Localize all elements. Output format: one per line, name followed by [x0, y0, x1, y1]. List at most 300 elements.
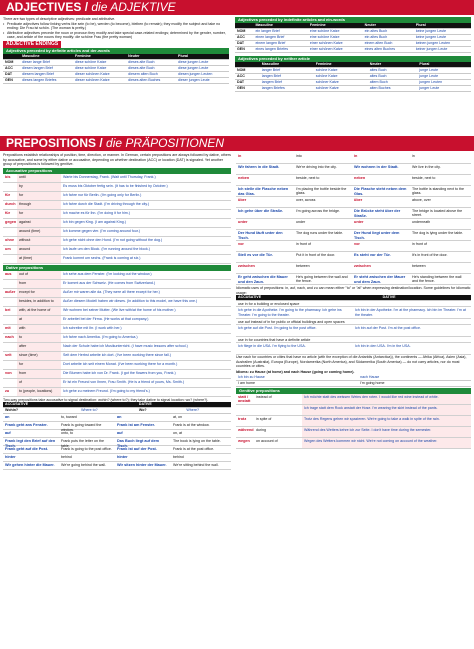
twoway-cell: beside, next to [296, 176, 320, 180]
cell: junge Leute [417, 74, 471, 80]
cell: diese schöne Katze [73, 65, 126, 71]
twoway-cell: at, on [173, 415, 182, 420]
preposition-meaning: from [17, 280, 61, 288]
adjective-endings-label: ADJECTIVE ENDINGS [3, 41, 61, 48]
col-header: DATIVE [137, 402, 185, 408]
preposition-word: bei [5, 307, 11, 312]
twoway-row [236, 263, 471, 274]
twoway-cell: über [354, 198, 363, 202]
preposition-meaning: except for [17, 289, 61, 297]
prepositions-title-bar: PREPOSITIONS / die PRÄPOSITIONEN [0, 136, 474, 151]
twoway-cell: hinter [117, 455, 128, 460]
preposition-word: bis [5, 174, 11, 179]
adjectives-intro: There are two types of descriptive adjectives: predicate and attributive. [3, 17, 116, 21]
cell: schöne Katze [314, 74, 368, 80]
twoway-cell: beside, next to [412, 176, 436, 180]
preposition-meaning: through [17, 201, 61, 209]
case-label: NOM [235, 68, 260, 74]
cell: ein altes Buch [363, 35, 414, 41]
twoway-cell: The bottle is standing next to the glass. [412, 187, 464, 196]
prepositions-left-column [3, 153, 231, 470]
def-header: Adjectives preceded by definite articles and der-words [3, 48, 229, 54]
twoway-cell: Der Hund läuft unter den Tisch. [238, 231, 283, 240]
genitive-word: trotz [238, 416, 247, 421]
preposition-word: von [5, 370, 12, 375]
twoway-table [3, 402, 231, 414]
idiom-cell: Ich bin auf der Post. I'm at the post office. [355, 326, 421, 331]
genitive-row [236, 405, 471, 416]
idiom-cell: use in for countries that have a definite article [238, 338, 311, 343]
preposition-meaning: of [17, 379, 61, 387]
twoway-cell: zwischen [238, 264, 255, 268]
cell: einem langen Brief [253, 41, 307, 47]
twoway-cell: The dog runs under the table. [296, 231, 344, 235]
twoway-cell: on, at [173, 431, 182, 436]
preposition-row [3, 325, 231, 334]
genitive-word [236, 405, 254, 415]
preposition-meaning: by [17, 183, 61, 191]
cell: altem Buch [368, 80, 418, 86]
adjectives-title: ADJECTIVES [6, 0, 82, 14]
twoway-cell: underneath [412, 220, 431, 224]
preposition-row [3, 298, 231, 307]
twoway-cell: The dog is lying under the table. [412, 231, 464, 235]
prepositions-title: PREPOSITIONS [6, 136, 97, 150]
cell: I am home [236, 380, 358, 386]
preposition-example: Ich mache es für ihn. (I'm doing it for him.) [63, 210, 130, 215]
home-table [236, 375, 471, 387]
twoway-cell: I'm placing the bottle beside the glass. [296, 187, 347, 196]
col-header: Plural [176, 54, 229, 60]
cell: dieses alte Buch [126, 65, 176, 71]
twoway-cell: unter [238, 220, 248, 224]
cell: I'm going home [358, 380, 471, 386]
preposition-meaning: from [17, 370, 61, 378]
preposition-meaning: around [17, 246, 61, 254]
cell: altes Buch [368, 74, 418, 80]
genitive-meaning [254, 405, 302, 415]
preposition-example: Er ist ein Freund von Ihnen, Frau Smith. (He is a friend of yours, Ms. Smith.) [63, 379, 185, 384]
preposition-meaning: to [17, 334, 61, 342]
none-header: Adjectives preceded by neither article [235, 56, 471, 62]
preposition-example: Außer mir waren alle da. (They were all there except for her.) [63, 289, 160, 294]
preposition-meaning: for [17, 361, 61, 369]
twoway-cell: He's going between the wall and the fence. [296, 275, 348, 284]
twoway-cell: under [296, 220, 306, 224]
col-header: Masculine [20, 54, 73, 60]
preposition-word [3, 255, 17, 263]
adjective-bullet: • Predicate adjectives follow linking verbs like sein (to be), werden (to become), bleiben (to remain); they modify the subject and take no ending: Die Frau ist schön. (The woman is pretty.) [3, 22, 229, 31]
col-header: Neuter [368, 62, 418, 68]
twoway-cell: We're sitting behind the wall. [173, 463, 219, 468]
case-label: GEN [3, 77, 20, 83]
col-header: Masculine [253, 23, 307, 29]
cell: Where? [184, 408, 231, 414]
preposition-row [3, 192, 231, 201]
cell: keine jungen Leute [414, 35, 471, 41]
preposition-row [3, 388, 231, 397]
cell: diesem langen Brief [20, 71, 73, 77]
twoway-cell: an [5, 415, 10, 420]
cell: diesen jungen Leuten [176, 71, 229, 77]
preposition-example: Ich sehe aus dem Fenster. (I'm looking out the window.) [63, 271, 152, 276]
twoway-cell: an [117, 415, 122, 420]
preposition-row [3, 210, 231, 219]
genitive-row [236, 427, 471, 438]
twoway-cell: neben [354, 176, 366, 180]
twoway-cell: to, toward [61, 415, 77, 420]
adjective-bullet: • Attributive adjectives precede the noun or pronoun they modify and take special case-related endings; determined by the gender, number, case, and article of the nouns they modify: die schöne Frau (the pretty woman) [3, 31, 229, 40]
twoway-list [3, 414, 231, 470]
preposition-example: Außer diesem Modell haben wir dieses. (In addition to this model, we have this one.) [63, 298, 198, 303]
idiom-row [236, 307, 471, 319]
idiom-cell: use in for a building or enclosed space [238, 302, 300, 307]
preposition-word: ohne [5, 237, 15, 242]
twoway-row [236, 219, 471, 230]
twoway-cell: Wir wohnen in der Stadt. [354, 165, 399, 169]
twoway-cell: into [296, 154, 302, 158]
twoway-cell: in [412, 154, 415, 158]
twoway-cell: The bridge is located above the street. [412, 209, 463, 218]
cell: nach Hause [358, 375, 471, 381]
cell: dieses langen Briefes [20, 77, 73, 83]
twoway-cell: It's in front of the door. [412, 253, 448, 257]
indef-table [235, 23, 471, 53]
idiom-list [236, 301, 471, 355]
cell: dieser schönen Katze [73, 77, 126, 83]
cell: ein langer Brief [253, 29, 307, 35]
twoway-cell: Die Brücke steht über der Straße. [354, 209, 401, 218]
twoway-cell: onto, to [61, 431, 73, 436]
preposition-word: um [5, 246, 11, 251]
col-header: Masculine [260, 62, 314, 68]
preposition-example: Wir wohnen bei seiner Mutter. (We live with/at the home of his mother.) [63, 307, 176, 312]
preposition-example: Ich fahre nach Amerika. (I'm going to America.) [63, 334, 138, 339]
preposition-row [3, 307, 231, 316]
prepositions-intro: Prepositions establish relationships of position, time, direction, or manner. In German, certain prepositions are always followed by dative, others by accusative, and some by either dative or accusative, depending on whether destination (ACC) or location (DAT) is signaled. Yet another group of prepositions is followed by genitive. [3, 153, 231, 167]
preposition-meaning: for [17, 210, 61, 218]
cell: keine jungen Leute [414, 29, 471, 35]
preposition-example: Ich laufe um den Block. (I'm running around the block.) [63, 246, 150, 251]
twoway-cell: in [354, 154, 358, 158]
preposition-meaning: out of [17, 271, 61, 279]
preposition-row [3, 316, 231, 325]
case-label: ACC [235, 74, 260, 80]
twoway-cell: Ich gehe über die Straße. [238, 209, 284, 213]
cell: dieses alte Buch [126, 59, 176, 65]
cell: langen Brief [260, 74, 314, 80]
preposition-word [3, 298, 17, 306]
col-header: ACCUSATIVE [3, 402, 79, 408]
preposition-word: seit [5, 352, 12, 357]
preposition-meaning: besides, in addition to [17, 298, 61, 306]
cell: schöner Katze [314, 86, 368, 92]
twoway-cell: Frank legt den Brief auf den Tisch. [5, 439, 56, 449]
twoway-text: Two-way prepositions take accusative to signal destination: wohin? (where to?); they take dative to signal location: wo? (where?). [3, 397, 209, 402]
twoway-cell: über [238, 198, 247, 202]
case-label: ACC [235, 35, 253, 41]
genitive-list [236, 394, 471, 449]
adjectives-bullets [3, 22, 229, 40]
twoway-cell: vor [354, 242, 360, 246]
cell: eines alten Buches [363, 47, 414, 53]
twoway-row [236, 164, 471, 175]
cell: einen langen Brief [253, 35, 307, 41]
col-header: Feminine [308, 23, 363, 29]
twoway-cell: Er steht zwischen der Mauer und dem Zaun. [354, 275, 406, 284]
preposition-row [3, 289, 231, 298]
preposition-example: Dort arbeite ich seit einem Monat. (I've been working there for a month.) [63, 361, 178, 366]
case-label: DAT [235, 80, 260, 86]
col-header: Plural [417, 62, 471, 68]
table-row [3, 77, 229, 83]
genitive-example: Trotz des Regens gehen wir spazieren. We're going to take a walk in spite of the rain. [302, 416, 471, 426]
twoway-cell: Frank geht ans Fenster. [5, 423, 48, 428]
preposition-meaning: at [17, 316, 61, 324]
preposition-row [3, 228, 231, 237]
cell: langer Brief [260, 68, 314, 74]
twoway-row [236, 252, 471, 263]
preposition-word [3, 343, 17, 351]
twoway-cell: Die Flasche steht neben dem Glas. [354, 187, 407, 196]
preposition-word: gegen [5, 219, 17, 224]
cell: diese jungen Leute [176, 65, 229, 71]
cell: altes Buch [368, 68, 418, 74]
cell: ein altes Buch [363, 29, 414, 35]
genitive-example: Wegen des Wetters kommen wir nicht. We're not coming on account of the weather. [302, 438, 471, 448]
twoway-row [236, 197, 471, 208]
preposition-example: Ich fahre nur für Berlin. (I'm going only for Berlin.) [63, 192, 142, 197]
twoway-row [3, 422, 231, 430]
cell: dieser jungen Leute [176, 77, 229, 83]
twoway-row [236, 186, 471, 197]
adjectives-title-de: die ADJEKTIVE [91, 0, 176, 14]
twoway-right-list [236, 153, 471, 285]
prepositions-section [0, 136, 474, 151]
col-header: Feminine [73, 54, 126, 60]
adjectives-tables-column [235, 17, 471, 92]
preposition-example: Er arbeitet bei der Firma. (He works at that company.) [63, 316, 149, 321]
preposition-row [3, 271, 231, 280]
twoway-cell: I'm going across the bridge. [296, 209, 341, 213]
cell: einer schönen Katze [308, 41, 363, 47]
twoway-cell: Wir gehen hinter die Mauer. [5, 463, 55, 468]
twoway-cell: We live in the city. [412, 165, 441, 169]
cell: eines langen Briefes [253, 47, 307, 53]
case-label: GEN [235, 86, 260, 92]
col-header: ACCUSATIVE [236, 295, 381, 301]
preposition-meaning: without [17, 237, 61, 245]
prepositions-right-column [236, 153, 471, 449]
twoway-cell: vor [238, 242, 244, 246]
cell: diesen langen Brief [20, 65, 73, 71]
preposition-example: Nach der Schule habe ich Musikunterricht. (I have music lessons after school.) [63, 343, 188, 348]
preposition-example: Ich fahre durch die Stadt. (I'm driving through the city.) [63, 201, 150, 206]
cell: junge Leute [417, 68, 471, 74]
twoway-row [3, 454, 231, 462]
twoway-cell: in [238, 154, 242, 158]
preposition-word: außer [5, 289, 16, 294]
twoway-row [3, 438, 231, 449]
preposition-example: Ich schreibe mit Ihr. (I work with her.) [63, 325, 122, 330]
preposition-meaning: against [17, 219, 61, 227]
col-header: Neuter [126, 54, 176, 60]
genitive-example: Ich möchte statt des weissen Weins den roten. I would like red wine instead of white. [302, 394, 471, 404]
twoway-cell: zwischen [354, 264, 371, 268]
genitive-meaning: in spite of [256, 416, 272, 421]
preposition-example: Es muss bis Oktober fertig sein. (It has to be finished by October.) [63, 183, 168, 188]
twoway-row [236, 274, 471, 285]
preposition-word [3, 379, 17, 387]
twoway-row [3, 462, 231, 470]
preposition-meaning: for [17, 192, 61, 200]
genitive-meaning: on account of [256, 438, 278, 443]
preposition-row [3, 379, 231, 388]
adjectives-section [0, 0, 474, 15]
twoway-cell: behind [173, 455, 184, 460]
cell: eine schöne Katze [308, 35, 363, 41]
preposition-example: Warte bis Donnerstag, Frank. (Wait until Thursday, Frank.) [63, 174, 156, 179]
preposition-row [3, 280, 231, 289]
twoway-cell: Es steht vor der Tür. [354, 253, 391, 257]
preposition-row [3, 334, 231, 343]
genitive-row [236, 416, 471, 427]
preposition-word [3, 228, 17, 236]
twoway-row [236, 208, 471, 219]
twoway-cell: He's standing between the wall and the fence. [412, 275, 462, 284]
twoway-cell: hinter [5, 455, 16, 460]
preposition-row [3, 219, 231, 228]
twoway-cell: We're going behind the wall. [61, 463, 106, 468]
preposition-word: durch [5, 201, 16, 206]
accusative-list [3, 174, 231, 264]
twoway-cell: Frank ist am Fenster. [117, 423, 155, 428]
twoway-row [3, 446, 231, 454]
case-label: DAT [3, 71, 20, 77]
prepositions-title-de: die PRÄPOSITIONEN [106, 136, 225, 150]
preposition-example: Er kommt aus der Schweiz. (He comes from Switzerland.) [63, 280, 156, 285]
preposition-row [3, 343, 231, 352]
genitive-meaning: instead of [256, 394, 272, 399]
preposition-meaning: at (time) [17, 255, 61, 263]
preposition-meaning: after [17, 343, 61, 351]
cell: jungen Leuten [417, 80, 471, 86]
twoway-cell: behind [61, 455, 72, 460]
preposition-meaning: to (people, locations) [17, 388, 61, 396]
col-header: Neuter [363, 23, 414, 29]
cell: diese schöne Katze [73, 59, 126, 65]
cell: alten Buches [368, 86, 418, 92]
twoway-cell: Frank geht auf die Post. [5, 447, 49, 452]
twoway-cell: Frank puts the letter on the table. [61, 439, 104, 448]
idiomatic-text: Idiomatic uses of prepositions: in, auf, nach, and zu can mean either "to" or "at" when expressing destination/location. Some guidelines for idiomatic usage: [236, 286, 471, 295]
indef-header: Adjectives preceded by indefinite articles and ein-words [235, 17, 471, 23]
twoway-cell: in front of [296, 242, 311, 246]
cell: schöne Katze [314, 68, 368, 74]
preposition-word: für [5, 192, 11, 197]
preposition-row [3, 237, 231, 246]
idiom-row [236, 325, 471, 337]
preposition-example: Seit dem Herbst arbeite ich dort. (I've been working there since fall.) [63, 352, 171, 357]
twoway-cell: between [412, 264, 426, 268]
preposition-row [3, 361, 231, 370]
adjectives-intro-column [3, 17, 229, 84]
preposition-meaning: around (time) [17, 228, 61, 236]
preposition-row [3, 183, 231, 192]
twoway-row [236, 230, 471, 241]
twoway-cell: Das Buch liegt auf dem Tisch. [117, 439, 159, 449]
col-header: Feminine [314, 62, 368, 68]
genitive-example: Während des Wetters kehre ich zur Seite. I don't have time during the semester. [302, 427, 471, 437]
preposition-example: Ich gehe zu meinem Freund. (I'm going to my friend's.) [63, 388, 150, 393]
preposition-row [3, 255, 231, 264]
twoway-cell: Frank ist auf der Post. [117, 447, 157, 452]
idiom-cell: Ich bin in der Apotheke. I'm at the pharmacy. Ich bin im Theater. I'm at the theater. [355, 308, 466, 317]
twoway-row [236, 175, 471, 186]
cell: Where to? [79, 408, 137, 414]
preposition-meaning: until [17, 174, 61, 182]
twoway-cell: in front of [412, 242, 427, 246]
cell: keinen jungen Leuten [414, 41, 471, 47]
twoway-cell: Wir sitzen hinter der Mauer. [117, 463, 167, 468]
idiom-note: Use nach for countries or cities that have no article (with the exception of die Antarktis (Antarctica)), the continents — Afrika (Africa), Asien (Asia), Australien (Australia), Europa (Europe), Nordamerika (North America), and Südamerika (South America) — do not carry articles, nor do most countries or cities. [236, 355, 467, 369]
idiom-cell: use auf instead of in for public or official buildings and open spaces [238, 320, 345, 325]
twoway-cell: Der Hund liegt unter dem Tisch. [354, 231, 400, 240]
twoway-cell: Frank is at the window. [173, 423, 210, 428]
genitive-meaning: during [256, 427, 266, 432]
case-label: GEN [235, 47, 253, 53]
twoway-row [3, 430, 231, 438]
twoway-row [3, 414, 231, 422]
twoway-cell: Stell es vor die Tür. [238, 253, 273, 257]
preposition-meaning: with, at the home of [17, 307, 61, 315]
cell: dieses alten Buches [126, 77, 176, 83]
genitive-word: statt / anstatt [238, 394, 251, 404]
preposition-example: Ich bin gegen King. (I am against King.) [63, 219, 126, 224]
cell: diese jungen Leute [176, 59, 229, 65]
cell: langen Briefes [260, 86, 314, 92]
twoway-cell: auf [117, 431, 123, 436]
preposition-example: Ich komme gegen vier. (I'm coming around four.) [63, 228, 140, 233]
cell: einer schönen Katze [308, 47, 363, 53]
twoway-cell: over, across [296, 198, 316, 202]
cell: Wohin? [3, 408, 79, 414]
table-row [236, 380, 471, 386]
twoway-cell: The book is lying on the table. [173, 439, 221, 444]
preposition-row [3, 370, 231, 379]
twoway-cell: above, over [412, 198, 431, 202]
genitive-row [236, 438, 471, 449]
cell: Wo? [137, 408, 185, 414]
preposition-word: mit [5, 325, 11, 330]
twoway-cell: We're driving into the city. [296, 165, 337, 169]
preposition-row [3, 246, 231, 255]
dative-list [3, 271, 231, 397]
idiom-cell: Ich fliege in die USA. I'm flying to the USA. [238, 344, 306, 349]
idiom-cell: Ich bin in den USA. I'm in the USA. [355, 344, 411, 349]
cell: Ich bin zu Hause [236, 375, 358, 381]
preposition-word [3, 361, 17, 369]
idioms-line: Idioms: zu Hause (at home) and nach Hause (going or coming home). [236, 369, 355, 374]
preposition-row [3, 352, 231, 361]
twoway-cell: between [296, 264, 310, 268]
preposition-example: Die Blumen habe ich von Dr. Frank. (I got the flowers from you, Frank.) [63, 370, 176, 375]
cell: schöner Katze [314, 80, 368, 86]
twoway-cell: Put it in front of the door. [296, 253, 336, 257]
genitive-row [236, 394, 471, 405]
idiom-row [236, 343, 471, 355]
genitive-example: Ich trage statt dem Rock anstatt der Hose. I'm wearing the skirt instead of the pants. [302, 405, 471, 415]
